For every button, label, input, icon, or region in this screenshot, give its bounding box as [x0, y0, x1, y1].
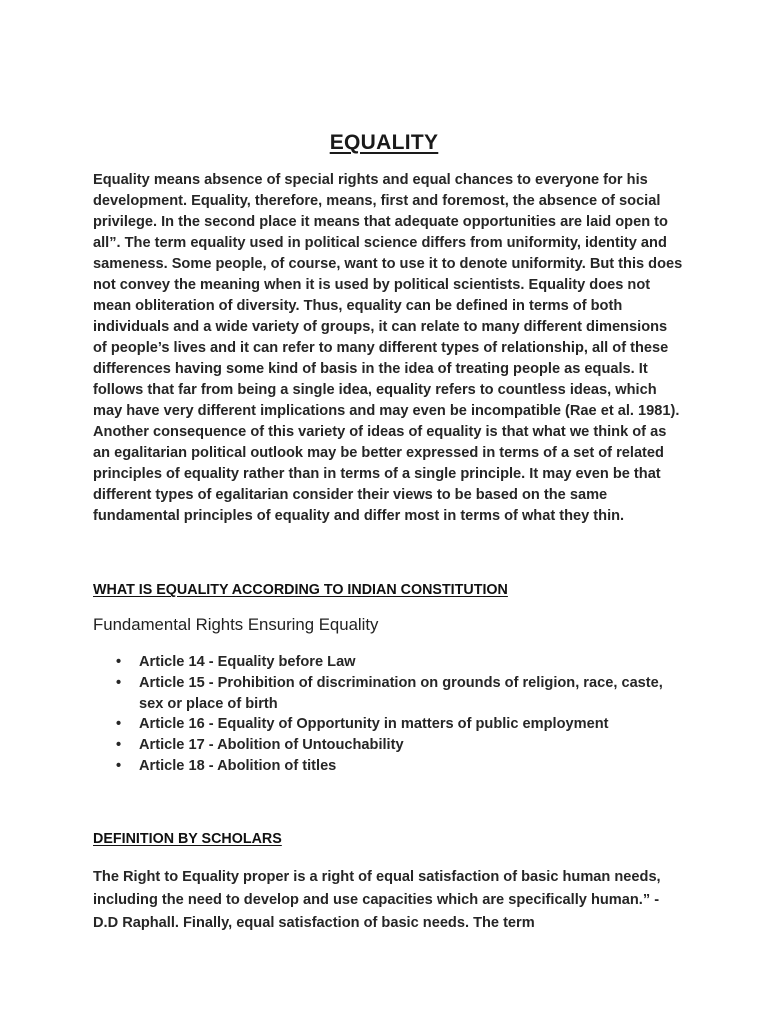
article-text: Article 18 - Abolition of titles: [139, 757, 337, 774]
fundamental-rights-heading: Fundamental Rights Ensuring Equality: [93, 615, 379, 634]
bullet-icon: •: [116, 716, 122, 733]
bullet-icon: •: [116, 737, 122, 754]
article-text: Article 15 - Prohibition of discrimination on grounds of religion, race, caste, sex or place of birth: [139, 674, 663, 712]
list-item: [93, 673, 683, 715]
scholars-heading: DEFINITION BY SCHOLARS: [93, 831, 282, 847]
intro-paragraph: Equality means absence of special rights and equal chances to everyone for his development. Equality, therefore, means, first and foremost, the absence of social privilege. In the second place it means that adequate opportunities are laid open to all”. The term equality used in political science differs from uniformity, identity and sameness. Some people, of course, want to use it to denote uniformity. But this does not convey the meaning when it is used by political scientists. Equality does not mean obliteration of diversity. Thus, equality can be defined in terms of both individuals and a wide variety of groups, it can relate to many different dimensions of people’s lives and it can refer to many different types of relationship, all of these differences having some kind of basis in the idea of treating people as equals. It follows that far from being a single idea, equality refers to countless ideas, which may have very different implications and may even be incompatible (Rae et al. 1981). Another consequence of this variety of ideas of equality is that what we think of as an egalitarian political outlook may be better expressed in terms of a set of related principles of equality rather than in terms of a single principle. It may even be that different types of egalitarian consider their views to be based on the same fundamental principles of equality and differ most in terms of what they thin.: [93, 172, 683, 524]
constitution-heading: WHAT IS EQUALITY ACCORDING TO INDIAN CONSTITUTION: [93, 582, 508, 598]
list-item: [93, 735, 683, 756]
article-text: Article 14 - Equality before Law: [139, 654, 356, 670]
list-item: [93, 756, 683, 777]
list-item: [93, 652, 683, 673]
page-title: EQUALITY: [329, 131, 439, 154]
scholars-paragraph: The Right to Equality proper is a right of equal satisfaction of basic human needs, including the need to develop and use capacities which are specifically human.” -D.D Raphall. Finally, equal satisfaction of basic needs. The term: [93, 869, 661, 931]
article-text: Article 16 - Equality of Opportunity in matters of public employment: [139, 716, 609, 733]
articles-list: [93, 652, 683, 777]
bullet-icon: •: [116, 654, 122, 670]
article-text: Article 17 - Abolition of Untouchability: [139, 737, 404, 754]
bullet-icon: •: [116, 757, 122, 774]
list-item: [93, 714, 683, 735]
bullet-icon: •: [116, 674, 122, 691]
